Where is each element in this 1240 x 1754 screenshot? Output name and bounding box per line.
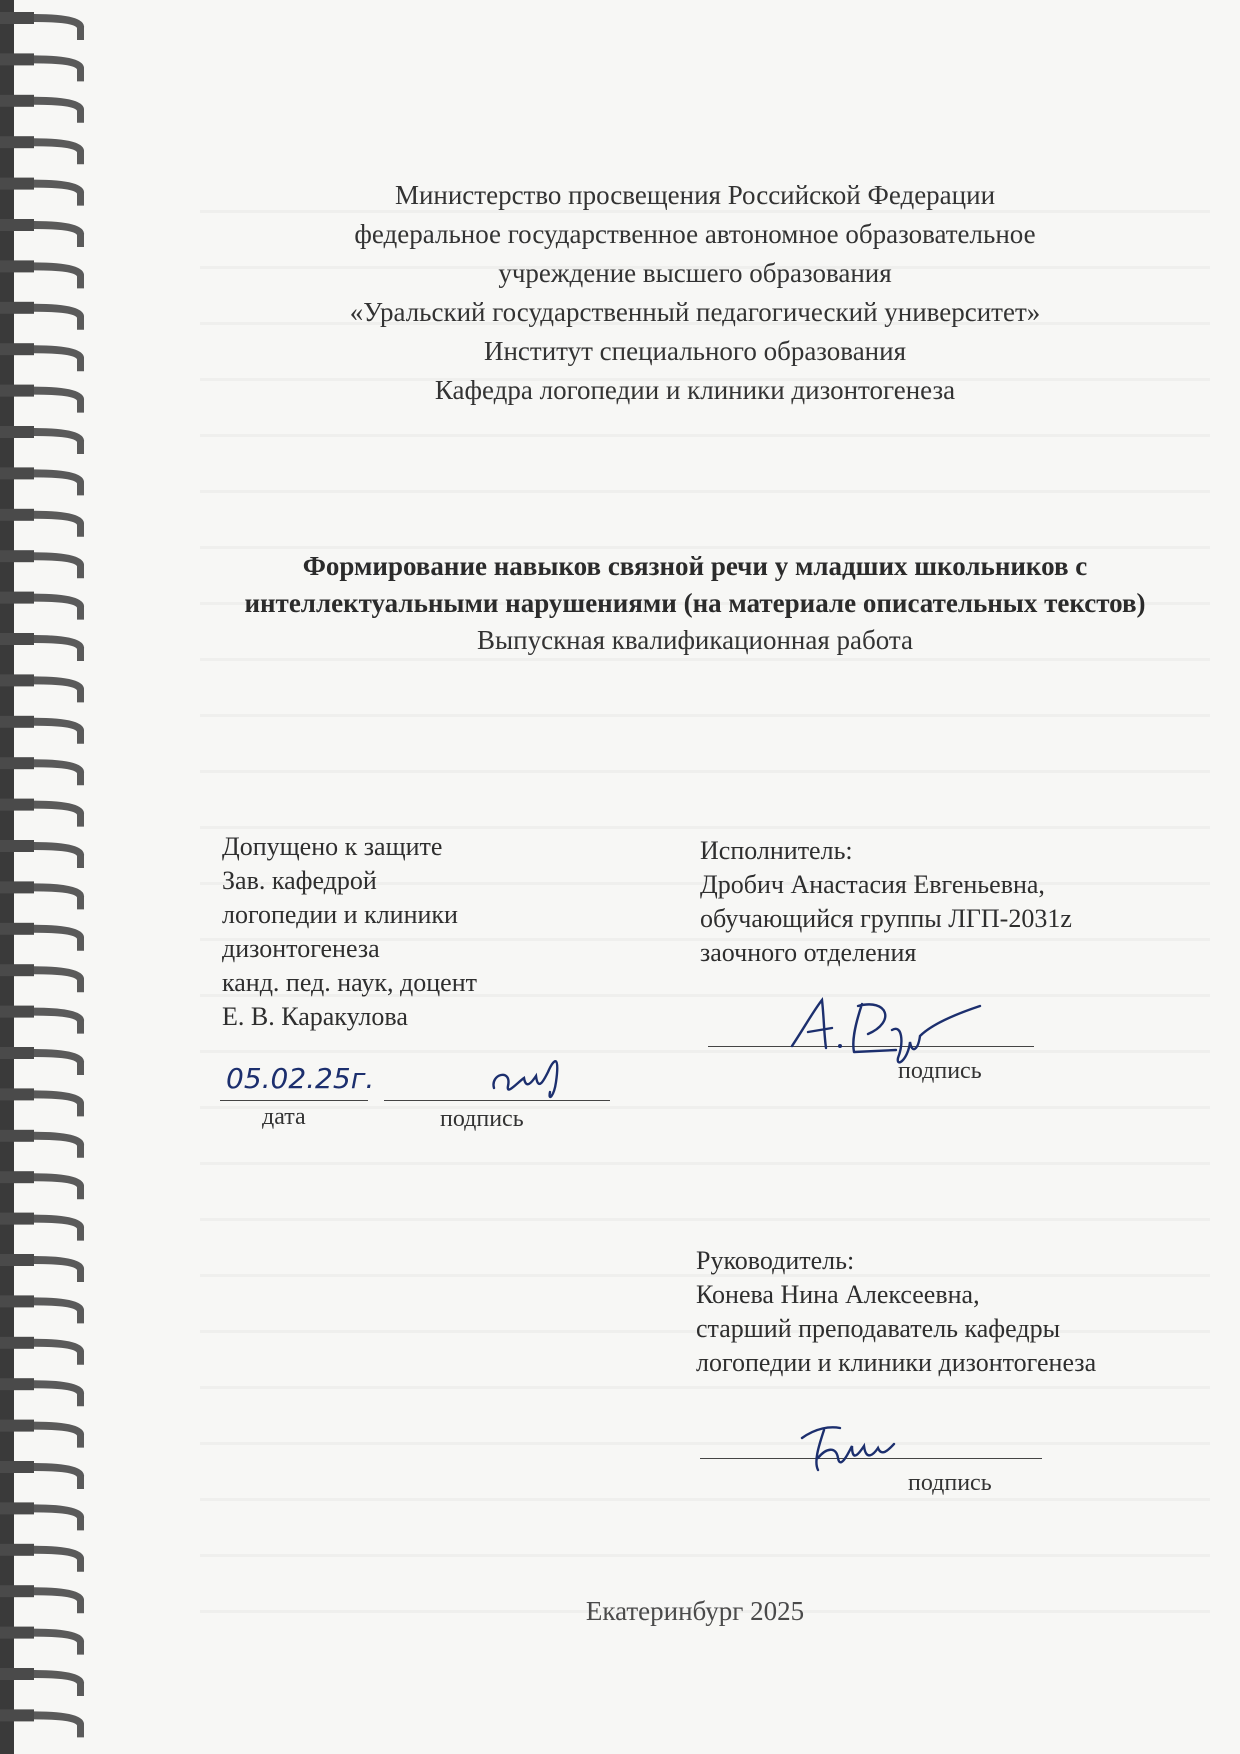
admission-line-3: дизонтогенеза [222, 934, 380, 963]
header-line-institute: Институт специального образования [483, 336, 907, 366]
binding-coil [0, 1420, 34, 1432]
binding-coil-hook [34, 1090, 84, 1116]
binding-coil [0, 1047, 34, 1059]
binding-coil-hook [34, 1670, 84, 1696]
supervisor-line-0: Руководитель: [696, 1246, 855, 1275]
header-line-fgaou: федеральное государственное автономное образовательное [354, 219, 1036, 249]
binding-coil [0, 1130, 34, 1142]
binding-coil [0, 757, 34, 769]
binding-coil [0, 1006, 34, 1018]
binding-coil [0, 592, 34, 604]
binding-coil [0, 95, 34, 107]
binding-coil-hook [34, 1629, 84, 1655]
binding-coil [0, 136, 34, 148]
institution-header [230, 176, 1160, 410]
header-line-ministry: Министерство просвещения Российской Федерации [394, 180, 996, 210]
binding-coil-hook [34, 1256, 84, 1282]
header-line-institution-type: учреждение высшего образования [498, 258, 892, 288]
binding-coil-hook [34, 1008, 84, 1034]
binding-coil-hook [34, 1215, 84, 1241]
binding-coil [0, 509, 34, 521]
supervisor-line-2: старший преподаватель кафедры [696, 1314, 1061, 1343]
binding-coil-hook [34, 387, 84, 413]
binding-coil [0, 881, 34, 893]
city-year: Екатеринбург 2025 [585, 1596, 805, 1626]
binding-coil-hook [34, 594, 84, 620]
binding-coil [0, 467, 34, 479]
binding-coil-hook [34, 1504, 84, 1530]
binding-coil-hook [34, 635, 84, 661]
binding-coil-hook [34, 138, 84, 164]
executor-block [700, 834, 1072, 970]
executor-line-2: обучающийся группы ЛГП-2031z [700, 904, 1072, 933]
admission-line-0: Допущено к защите [222, 832, 443, 861]
binding-coil-hook [34, 345, 84, 371]
binding-coil [0, 260, 34, 272]
header-line-university: «Уральский государственный педагогический университет» [349, 297, 1041, 327]
binding-coil-hook [34, 676, 84, 702]
binding-coil [0, 343, 34, 355]
binding-coil [0, 1502, 34, 1514]
binding-coil-hook [34, 1173, 84, 1199]
handwritten-date: 05.02.25г. [226, 1062, 375, 1095]
spiral-binding [0, 0, 100, 1754]
admission-line-1: Зав. кафедрой [222, 866, 377, 895]
binding-coil [0, 302, 34, 314]
binding-coil [0, 1337, 34, 1349]
binding-coil-hook [34, 97, 84, 123]
binding-coil [0, 1295, 34, 1307]
date-line [220, 1100, 368, 1101]
binding-coil [0, 178, 34, 190]
binding-coil [0, 1171, 34, 1183]
binding-coil-hook [34, 1049, 84, 1075]
header-line-department: Кафедра логопедии и клиники дизонтогенеза [434, 375, 956, 405]
binding-coil-hook [34, 511, 84, 537]
binding-coil-hook [34, 221, 84, 247]
binding-coil-hook [34, 1463, 84, 1489]
admission-line-2: логопедии и клиники [222, 900, 458, 929]
binding-coil [0, 923, 34, 935]
binding-coil [0, 12, 34, 24]
binding-coil-hook [34, 304, 84, 330]
binding-coil [0, 1544, 34, 1556]
supervisor-line-3: логопедии и клиники дизонтогенеза [696, 1348, 1097, 1377]
binding-coil-hook [34, 966, 84, 992]
binding-coil [0, 1709, 34, 1721]
binding-coil [0, 1668, 34, 1680]
executor-line-1: Дробич Анастасия Евгеньевна, [700, 870, 1045, 899]
binding-coil-hook [34, 552, 84, 578]
admission-signature-label: подпись [440, 1106, 524, 1132]
binding-coil [0, 1585, 34, 1597]
binding-coil [0, 633, 34, 645]
admission-line-5: Е. В. Каракулова [222, 1002, 408, 1031]
thesis-title-block [230, 548, 1160, 659]
binding-coil [0, 1627, 34, 1639]
binding-coil-hook [34, 1339, 84, 1365]
binding-coil [0, 1378, 34, 1390]
date-label: дата [262, 1104, 306, 1130]
binding-coil [0, 53, 34, 65]
binding-coil-hook [34, 718, 84, 744]
binding-coil-hook [34, 1380, 84, 1406]
binding-coil-hook [34, 759, 84, 785]
executor-signature-label: подпись [898, 1058, 982, 1084]
binding-coil-hook [34, 55, 84, 81]
binding-coil [0, 1254, 34, 1266]
binding-coil [0, 426, 34, 438]
binding-coil [0, 964, 34, 976]
binding-coil [0, 385, 34, 397]
binding-coil-hook [34, 1546, 84, 1572]
binding-coil [0, 1461, 34, 1473]
binding-coil-hook [34, 1132, 84, 1158]
binding-coil-hook [34, 262, 84, 288]
binding-coil [0, 550, 34, 562]
binding-coil-hook [34, 180, 84, 206]
executor-line-3: заочного отделения [700, 938, 917, 967]
binding-coil-hook [34, 428, 84, 454]
binding-coil-hook [34, 14, 84, 40]
binding-coil [0, 219, 34, 231]
binding-coil [0, 1088, 34, 1100]
thesis-title: Формирование навыков связной речи у младших школьников с интеллектуальными нарушениями (на материале описательных текстов) [244, 551, 1146, 618]
binding-coil [0, 799, 34, 811]
executor-line-0: Исполнитель: [700, 836, 853, 865]
supervisor-block [696, 1244, 1096, 1380]
admission-line-4: канд. пед. наук, доцент [222, 968, 477, 997]
supervisor-signature-label: подпись [908, 1470, 992, 1496]
binding-coil-hook [34, 1422, 84, 1448]
admission-block [222, 830, 477, 1034]
binding-coil-hook [34, 1587, 84, 1613]
binding-coil-hook [34, 469, 84, 495]
thesis-type: Выпускная квалификационная работа [476, 625, 914, 655]
binding-coil [0, 840, 34, 852]
binding-coil-hook [34, 883, 84, 909]
binding-coil [0, 674, 34, 686]
binding-coil-hook [34, 1711, 84, 1737]
admission-signature-icon [488, 1052, 578, 1108]
supervisor-line-1: Конева Нина Алексеевна, [696, 1280, 980, 1309]
binding-coil-hook [34, 1297, 84, 1323]
supervisor-signature-icon [796, 1418, 926, 1478]
binding-coil-hook [34, 842, 84, 868]
binding-coil [0, 716, 34, 728]
binding-coil [0, 1213, 34, 1225]
binding-coil-hook [34, 925, 84, 951]
binding-coil-hook [34, 801, 84, 827]
